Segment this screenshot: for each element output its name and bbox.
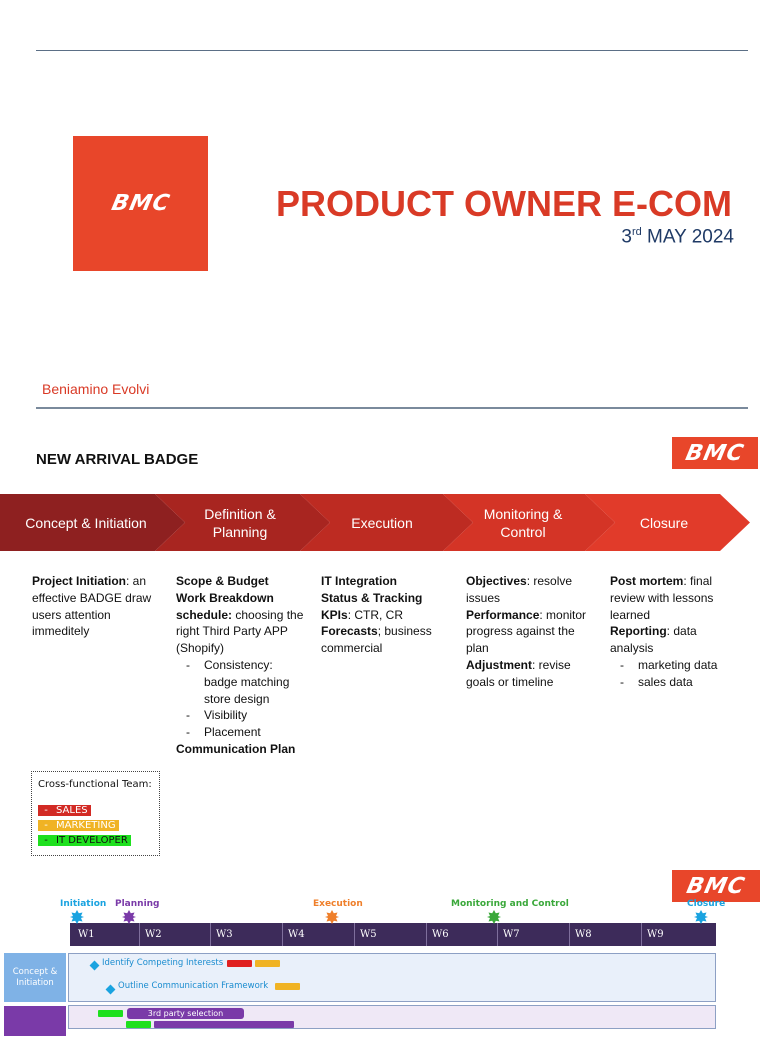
objectives-text: : resolve issues bbox=[466, 574, 573, 605]
status-tracking-heading: Status & Tracking bbox=[321, 590, 423, 605]
team-label: SALES bbox=[54, 805, 91, 816]
section-divider bbox=[36, 407, 748, 409]
task-bar-it bbox=[126, 1021, 151, 1028]
reporting-list bbox=[610, 657, 734, 691]
phase-label-monitoring: Monitoring & Control bbox=[483, 505, 563, 540]
gantt-phase-concept: Concept & Initiation bbox=[4, 953, 66, 1002]
milestone-monitoring-icon bbox=[487, 910, 501, 924]
team-label: IT DEVELOPER bbox=[54, 835, 131, 846]
milestone-closure-icon bbox=[694, 910, 708, 924]
scope-budget-heading: Scope & Budget bbox=[176, 574, 269, 588]
forecasts-text: ; business commercial bbox=[321, 624, 432, 656]
it-integration-heading: IT Integration bbox=[321, 574, 397, 588]
milestone-initiation-label: Initiation bbox=[60, 899, 107, 909]
wbs-text: choosing the right Third Party APP (Shopify) bbox=[176, 607, 304, 656]
week-label: W5 bbox=[360, 929, 377, 940]
team-dash: - bbox=[38, 805, 54, 816]
milestone-closure-label: Closure bbox=[687, 899, 726, 909]
top-divider bbox=[36, 50, 748, 51]
milestone-planning-label: Planning bbox=[115, 899, 160, 909]
team-heading: Cross-functional Team: bbox=[38, 779, 152, 790]
objectives-heading: Objectives bbox=[466, 574, 527, 588]
wbs-list bbox=[176, 657, 304, 741]
milestone-monitoring-label: Monitoring and Control bbox=[451, 899, 569, 909]
week-label: W3 bbox=[216, 929, 233, 940]
section-title: NEW ARRIVAL BADGE bbox=[36, 451, 199, 468]
bmc-logo-small bbox=[672, 870, 760, 902]
task-communication-framework: Outline Communication Framework bbox=[118, 981, 269, 991]
team-dash: - bbox=[38, 820, 54, 831]
milestone-execution-icon bbox=[325, 910, 339, 924]
communication-plan-heading: Communication Plan bbox=[176, 741, 296, 756]
phase-label-execution: Execution bbox=[351, 514, 413, 531]
list-item: - Visibility bbox=[186, 707, 304, 724]
bmc-logo-small bbox=[672, 437, 758, 469]
task-third-party-selection: 3rd party selection bbox=[127, 1008, 244, 1019]
adjustment-text: : revise goals or timeline bbox=[466, 657, 571, 689]
week-label: W6 bbox=[432, 929, 449, 940]
task-bar-it bbox=[98, 1010, 123, 1017]
bmc-logo-text: BMC bbox=[108, 191, 173, 216]
week-label: W4 bbox=[288, 929, 305, 940]
reporting-text: : data analysis bbox=[610, 624, 697, 656]
team-dash: - bbox=[38, 835, 54, 846]
date-day: 3 bbox=[621, 226, 632, 248]
team-label: MARKETING bbox=[54, 820, 119, 831]
task-bar-marketing bbox=[255, 960, 280, 967]
team-member-it bbox=[38, 833, 153, 848]
adjustment-heading: Adjustment bbox=[466, 657, 532, 672]
phase-label-concept: Concept & Initiation bbox=[25, 514, 147, 531]
task-identify-interests: Identify Competing Interests bbox=[102, 958, 224, 968]
concept-heading: Project Initiation bbox=[32, 574, 127, 588]
milestone-execution-label: Execution bbox=[313, 899, 363, 909]
forecasts-heading: Forecasts bbox=[321, 624, 378, 639]
list-item: - Placement bbox=[186, 724, 304, 741]
week-label: W9 bbox=[647, 929, 664, 940]
bmc-logo-text: BMC bbox=[684, 873, 748, 899]
wbs-heading: Work Breakdown schedule: bbox=[176, 590, 274, 622]
performance-heading: Performance bbox=[466, 607, 540, 622]
post-mortem-heading: Post mortem bbox=[610, 574, 684, 588]
week-timeline bbox=[70, 923, 716, 946]
phase-label-closure: Closure bbox=[639, 514, 689, 531]
gantt-phase-definition: Definition & Planning bbox=[4, 1006, 66, 1036]
milestone-initiation-icon bbox=[70, 910, 84, 924]
date-rest: MAY 2024 bbox=[641, 226, 734, 248]
performance-text: : monitor progress against the plan bbox=[466, 607, 587, 656]
week-label: W8 bbox=[575, 929, 592, 940]
planning-details bbox=[176, 573, 304, 758]
kpis-heading: KPIs bbox=[321, 607, 348, 622]
presentation-date bbox=[621, 226, 734, 248]
post-mortem-text: : final review with lessons learned bbox=[610, 574, 714, 622]
author-name: Beniamino Evolvi bbox=[42, 381, 150, 397]
date-suffix: rd bbox=[631, 226, 642, 238]
phase-label-definition: Definition & Planning bbox=[204, 505, 276, 540]
concept-details bbox=[32, 573, 154, 640]
reporting-heading: Reporting bbox=[610, 624, 667, 639]
monitoring-details bbox=[466, 573, 592, 691]
team-box bbox=[31, 771, 160, 856]
week-label: W2 bbox=[145, 929, 162, 940]
list-item: - Consistency: badge matching store design bbox=[186, 657, 304, 707]
milestone-planning-icon bbox=[122, 910, 136, 924]
task-bar-marketing bbox=[275, 983, 300, 990]
kpis-text: : CTR, CR bbox=[347, 607, 404, 622]
concept-text: : an effective BADGE draw users attention immeditely bbox=[32, 574, 152, 639]
list-item: - marketing data bbox=[620, 657, 734, 674]
bmc-logo-text: BMC bbox=[683, 440, 747, 466]
week-label: W7 bbox=[503, 929, 520, 940]
team-member-sales bbox=[38, 803, 153, 818]
closure-details bbox=[610, 573, 734, 691]
list-item: - sales data bbox=[620, 674, 734, 691]
page-title: PRODUCT OWNER E-COM bbox=[276, 183, 732, 224]
execution-details bbox=[321, 573, 443, 657]
week-label: W1 bbox=[78, 929, 95, 940]
team-member-marketing bbox=[38, 818, 153, 833]
task-bar-planning bbox=[154, 1021, 294, 1028]
task-bar-sales bbox=[227, 960, 252, 967]
bmc-logo bbox=[73, 136, 208, 271]
